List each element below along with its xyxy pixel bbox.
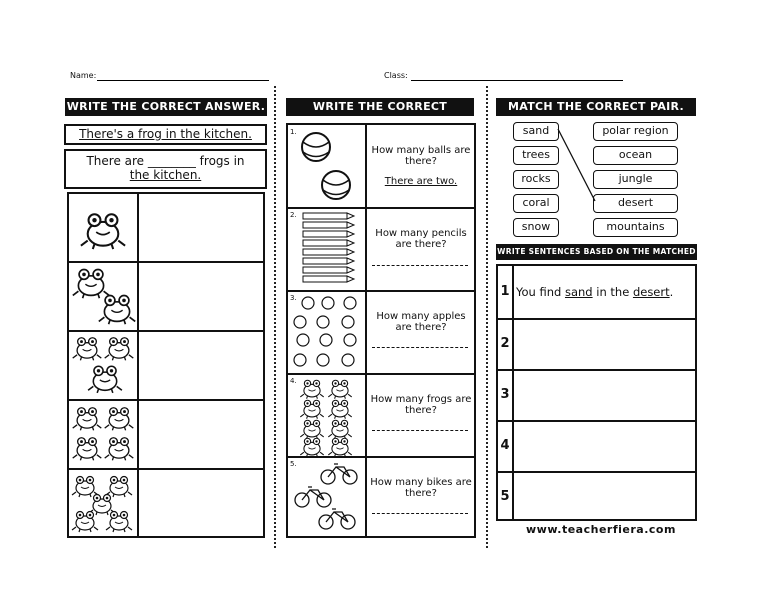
- ball-icon: [302, 133, 330, 161]
- answer-cell[interactable]: [139, 401, 263, 467]
- row-divider: [498, 471, 695, 473]
- answer-text: There are two.: [384, 176, 458, 187]
- sentence-answer-cell[interactable]: [515, 474, 693, 518]
- row-divider: [498, 420, 695, 422]
- row-number: 4: [500, 438, 510, 453]
- match-word-left[interactable]: rocks: [513, 170, 559, 189]
- answer-cell[interactable]: [139, 332, 263, 398]
- match-word-right[interactable]: jungle: [593, 170, 678, 189]
- question-number: 2.: [290, 211, 297, 219]
- col1-banner: WRITE THE CORRECT ANSWER.: [65, 98, 267, 116]
- answer-line[interactable]: [372, 265, 468, 266]
- name-line[interactable]: [97, 80, 269, 81]
- question-pictures: [288, 125, 365, 536]
- col3-banner: MATCH THE CORRECT PAIR.: [496, 98, 696, 116]
- question-number: 3.: [290, 294, 297, 302]
- frog-icon: [73, 270, 109, 299]
- frog-icon: [88, 366, 122, 393]
- sentence-word: sand: [564, 285, 593, 299]
- question-number: 5.: [290, 460, 297, 468]
- frog-icon: [106, 512, 132, 533]
- sentence-box: [64, 124, 267, 145]
- frog-icon: [72, 512, 98, 533]
- row-number: 5: [500, 489, 510, 504]
- row-number: 2: [500, 336, 510, 351]
- question-text: How many apples are there?: [376, 311, 466, 333]
- answer-line[interactable]: [372, 513, 468, 514]
- match-word-right[interactable]: mountains: [593, 218, 678, 237]
- frog-icon: [73, 338, 102, 361]
- frog-icon: [105, 408, 134, 431]
- frog-icon: [73, 438, 102, 461]
- answer-cell[interactable]: [139, 263, 263, 329]
- frog-icon: [105, 438, 134, 461]
- row-number: 1: [500, 284, 510, 299]
- apple-icon: [294, 297, 356, 366]
- sentence-word: desert: [632, 285, 670, 299]
- row-divider: [498, 369, 695, 371]
- frog-grid: [67, 192, 265, 538]
- answer-line[interactable]: [372, 347, 468, 348]
- frog-pictures: [69, 194, 137, 536]
- footer-url: www.teacherfiera.com: [526, 523, 676, 536]
- match-line: [555, 125, 600, 210]
- frog-icon: [73, 408, 102, 431]
- frog-icon: [81, 214, 125, 249]
- grid-divider: [512, 266, 514, 519]
- match-word-right[interactable]: desert: [593, 194, 678, 213]
- bike-icon: [295, 464, 357, 529]
- match-word-left[interactable]: coral: [513, 194, 559, 213]
- frog-icon: [106, 477, 132, 498]
- question-text: How many pencils are there?: [375, 228, 467, 250]
- sentence-answer-cell[interactable]: [515, 423, 693, 470]
- question-number: 4.: [290, 377, 297, 385]
- col2-banner: WRITE THE CORRECT ANSWER.: [286, 98, 474, 116]
- question-grid: [286, 123, 476, 538]
- sentence-part: .: [669, 285, 674, 299]
- class-label: Class:: [384, 71, 408, 80]
- match-word-right[interactable]: ocean: [593, 146, 678, 165]
- sentence-fill-2: the kitchen.: [129, 168, 202, 182]
- question-text: How many frogs are there?: [370, 394, 472, 416]
- match-word-left[interactable]: snow: [513, 218, 559, 237]
- name-label: Name:: [70, 71, 97, 80]
- sentence-frog: There's a frog in the kitchen.: [79, 127, 252, 141]
- answer-cell[interactable]: [139, 470, 263, 536]
- match-word-right[interactable]: polar region: [593, 122, 678, 141]
- sentence-answer-cell[interactable]: [515, 321, 693, 368]
- grid-divider: [365, 125, 367, 536]
- ball-icon: [322, 171, 350, 199]
- question-text: How many bikes are there?: [370, 477, 472, 499]
- class-line[interactable]: [411, 80, 623, 81]
- question-text: How many balls are there?: [371, 145, 471, 167]
- question-number: 1.: [290, 128, 297, 136]
- frog-icon: [72, 477, 98, 498]
- row-divider: [498, 318, 695, 320]
- frog-icon: [89, 495, 115, 516]
- frog-icon: [105, 338, 134, 361]
- sentence-part: in the: [592, 285, 633, 299]
- sentence-answer-cell[interactable]: [515, 372, 693, 419]
- row-number: 3: [500, 387, 510, 402]
- sentence-part: You find: [516, 285, 565, 299]
- sentence-grid: [496, 264, 697, 521]
- match-word-left[interactable]: sand: [513, 122, 559, 141]
- example-sentence: [516, 285, 673, 299]
- sentence-fill-box: [64, 149, 267, 189]
- frog-icon: [300, 380, 351, 456]
- sentence-fill-1: There are ________ frogs in: [86, 154, 245, 168]
- answer-cell[interactable]: [139, 194, 263, 260]
- column-divider: [486, 86, 488, 548]
- pencil-icon: [303, 213, 354, 282]
- match-word-left[interactable]: trees: [513, 146, 559, 165]
- sentences-banner: WRITE SENTENCES BASED ON THE MATCHED PAIRS.: [496, 244, 697, 260]
- frog-icon: [99, 296, 135, 325]
- column-divider: [274, 86, 276, 548]
- answer-line[interactable]: [372, 430, 468, 431]
